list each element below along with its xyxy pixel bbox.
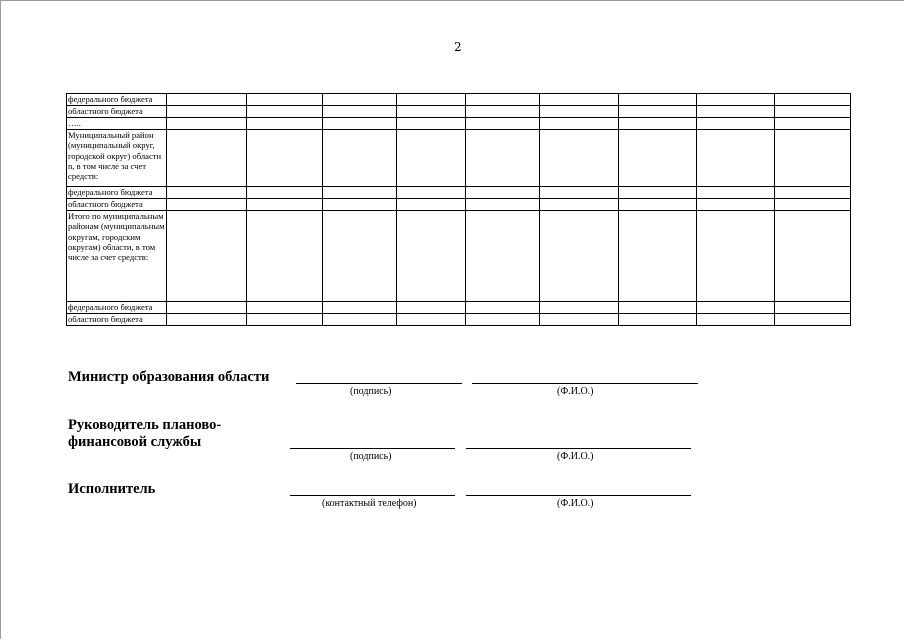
minister-signature-line xyxy=(296,383,462,384)
table-row xyxy=(67,106,851,118)
table-row xyxy=(67,314,851,326)
executor-phone-line xyxy=(290,495,455,496)
finance-head-caption-name: (Ф.И.О.) xyxy=(557,451,594,462)
finance-head-title-line1: Руководитель планово- xyxy=(68,417,222,433)
row-label: Итого по муниципальным районам (муниципальным округам, городским округам) области, в том числе за счет средств: xyxy=(67,211,167,302)
table-row xyxy=(67,118,851,130)
table-row xyxy=(67,302,851,314)
finance-head-title-line2: финансовой службы xyxy=(68,434,202,450)
table-row xyxy=(67,211,851,302)
finance-head-signature-line xyxy=(290,448,455,449)
row-label: федерального бюджета xyxy=(67,187,167,199)
executor-title: Исполнитель xyxy=(68,481,156,497)
row-label: областного бюджета xyxy=(67,314,167,326)
row-label: федерального бюджета xyxy=(67,94,167,106)
executor-name-line xyxy=(466,495,691,496)
row-label: областного бюджета xyxy=(67,199,167,211)
minister-caption-sign: (подпись) xyxy=(350,386,392,397)
finance-head-caption-sign: (подпись) xyxy=(350,451,392,462)
table-row xyxy=(67,199,851,211)
minister-name-line xyxy=(472,383,698,384)
executor-caption-phone: (контактный телефон) xyxy=(322,498,417,509)
row-label: федерального бюджета xyxy=(67,302,167,314)
minister-caption-name: (Ф.И.О.) xyxy=(557,386,594,397)
budget-table xyxy=(66,93,851,326)
row-label: Муниципальный район (муниципальный округ, городской округ) области n, в том числе за счет средств: xyxy=(67,130,167,187)
executor-caption-name: (Ф.И.О.) xyxy=(557,498,594,509)
table-row xyxy=(67,130,851,187)
table-row xyxy=(67,94,851,106)
page-number: 2 xyxy=(454,40,462,54)
row-label: ….. xyxy=(67,118,167,130)
row-label: областного бюджета xyxy=(67,106,167,118)
minister-title: Министр образования области xyxy=(68,369,270,385)
finance-head-name-line xyxy=(466,448,691,449)
table-row xyxy=(67,187,851,199)
